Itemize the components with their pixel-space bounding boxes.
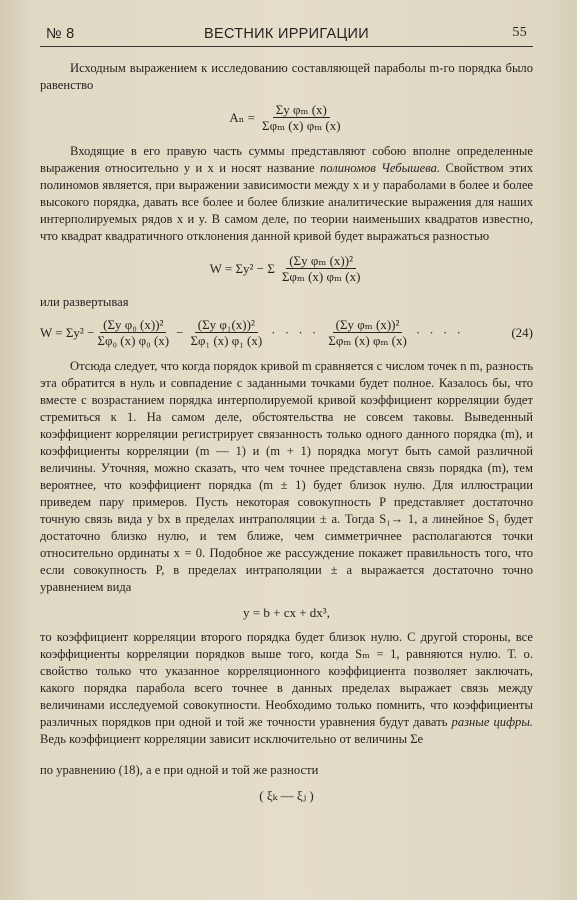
equation-an [40, 102, 533, 133]
paragraph-5-end: Ведь коэффициент корреляции зависит исключительно от величины Σe [40, 732, 424, 746]
paragraph-4: Отсюда следует, что когда порядок кривой m сравняется с числом точек n m, разность эта обратится в нуль и совпадение с заданными точками будет полное. Казалось бы, что вместе с возрастанием порядка интерполируемой кривой коэффициент корреляции будет стремиться к 1. На самом деле, обстоятельства не совсем таковы. Выведенный коэффициент корреляции регистрирует связанность только одного данного порядка (m), и коэффициенты корреляции (m — 1) и (m + 1) порядка могут быть самой различной величины. Уточняя, можно сказать, что чем точнее представлена связь порядка (m), тем вероятнее, что коэффициент порядка (m ± 1) будет близок нулю. Для иллюстрации приведем пару примеров. Пусть некоторая совокупность P представляет достаточно точную связь вида y bx в пределах интраполяции ± a. Тогда S₁→ 1, а линейное S₁ будет достаточно близко нулю, и тем ближе, чем симметричнее располагаются точки относительно ординаты x = 0. Подобное же рассуждение покажет правильность того, что если совокупность P, в пределах интраполяции ± a выражается достаточно точно уравнением вида [40, 359, 533, 594]
paragraph-2 [40, 143, 533, 245]
equation-w-fraction [279, 253, 364, 284]
equation-24-number: (24) [511, 325, 533, 340]
equation-24-term-0-denominator: Σφ₀ (x) φ₀ (x) [97, 333, 170, 348]
equation-w-lhs: W = Σy² − Σ [209, 261, 275, 276]
equation-24-term-1-denominator: Σφ₁ (x) φ₁ (x) [190, 333, 263, 348]
paragraph-5 [40, 629, 533, 748]
journal-title: ВЕСТНИК ИРРИГАЦИИ [204, 26, 369, 42]
equation-difference: ( ξₖ — ξⱼ ) [259, 788, 314, 803]
equation-an-denominator: Σφₘ (x) φₘ (x) [262, 118, 341, 133]
paragraph-2-italic: полиномов Чебышева. [319, 161, 441, 175]
equation-24-term-0 [94, 317, 172, 348]
paragraph-5-italic: разные цифры. [451, 715, 533, 729]
equation-an-lhs: Aₙ = [229, 110, 255, 125]
paragraph-2-start: Входящие в его правую часть суммы представляют собою вполне определенные выражения относительно y и x и носят название [40, 144, 533, 175]
paragraph-2-end: Свойством этих полиномов является, при выражении зависимости между x и y параболами в более и более высокого порядка, давать все более и более близкие аналитические выражения для наших интерполируемых рядов x и y. В самом деле, по теории наименьших квадратов известно, что квадрат квадратичного отклонения данной кривой будет выражаться разностью [40, 161, 534, 243]
spacer [40, 748, 533, 762]
equation-w-denominator: Σφₘ (x) φₘ (x) [281, 269, 361, 284]
equation-24-ellipsis-1: · · · · [271, 325, 320, 340]
equation-an-numerator: Σy φₘ (x) [273, 102, 330, 118]
equation-24-term-m [325, 317, 410, 348]
page-number: 55 [512, 25, 527, 40]
equation-24-lhs: W = Σy² − [40, 325, 95, 340]
paragraph-6: по уравнению (18), а е при одной и той же разности [40, 763, 319, 777]
equation-24-term-1 [187, 317, 265, 348]
equation-w-numerator: (Σy φₘ (x))² [286, 253, 356, 269]
page-header [40, 24, 533, 47]
equation-w [40, 253, 533, 284]
article-body [40, 60, 533, 812]
equation-24-term-m-denominator: Σφₘ (x) φₘ (x) [328, 333, 407, 348]
equation-24-minus: − [176, 325, 184, 340]
issue-number: № 8 [46, 26, 75, 42]
paragraph-3: или развертывая [40, 295, 129, 309]
equation-24-ellipsis-2: · · · · [415, 325, 464, 340]
equation-cubic: y = b + cx + dx³, [243, 605, 330, 620]
paragraph-1: Исходным выражением к исследованию составляющей параболы m-го порядка было равенство [40, 61, 533, 92]
equation-24 [40, 317, 533, 348]
equation-an-fraction [259, 102, 344, 133]
equation-24-term-m-numerator: (Σy φₘ (x))² [333, 317, 403, 333]
equation-24-term-0-numerator: (Σy φ₀ (x))² [100, 317, 166, 333]
paragraph-5-start: то коэффициент корреляции второго порядка будет близок нулю. С другой стороны, все коэффициенты корреляции порядков выше того, когда Sₘ = 1, равняются нулю. Т. о. свойство только что указанное корреляционного коэффициента позволяет заключать, какого порядка парабола всего точнее в данных пределах выражает связь между величинами исследуемой совокупности. Необходимо только помнить, что коэффициенты различных порядков при одной и той же точности уравнения будут давать [40, 630, 533, 729]
equation-24-term-1-numerator: (Σy φ₁(x))² [195, 317, 258, 333]
